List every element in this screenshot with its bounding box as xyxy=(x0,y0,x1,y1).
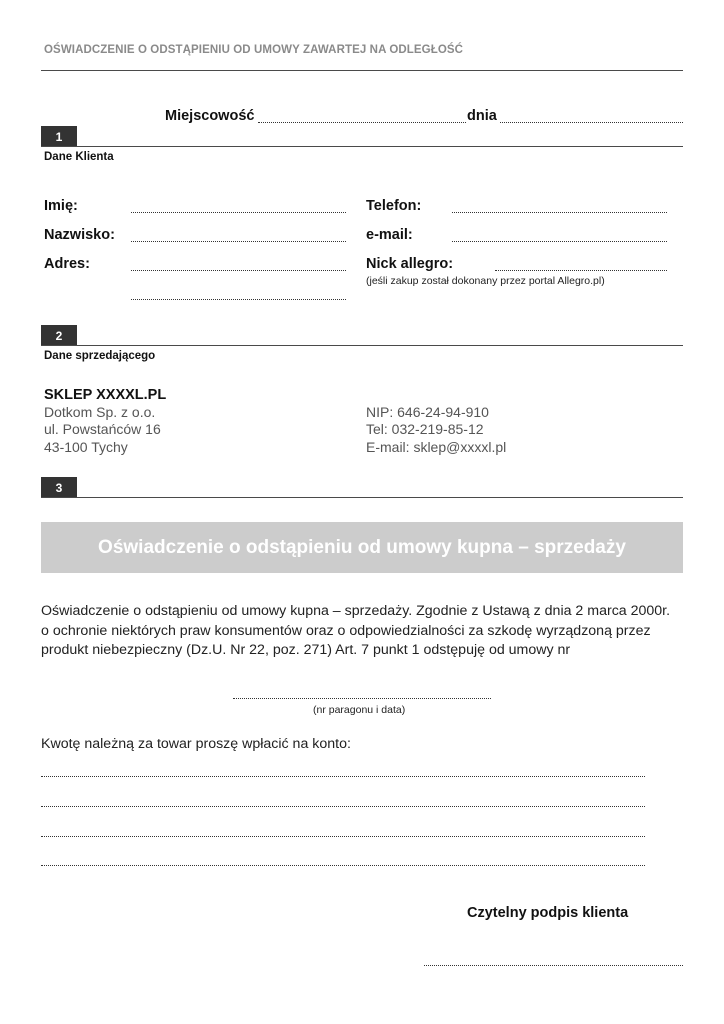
seller-city: 43-100 Tychy xyxy=(44,439,128,455)
address-field-line1[interactable] xyxy=(131,270,346,271)
document-header-title: OŚWIADCZENIE O ODSTĄPIENIU OD UMOWY ZAWARTEJ NA ODLEGŁOŚĆ xyxy=(44,44,464,56)
statement-body-line-1: Oświadczenie o odstąpieniu od umowy kupna – sprzedaży. Zgodnie z Ustawą z dnia 2 marca 2000r. xyxy=(41,603,671,619)
email-label: e-mail: xyxy=(366,227,413,243)
header-divider xyxy=(41,70,683,71)
account-field-line3[interactable] xyxy=(41,836,645,837)
date-label: dnia xyxy=(467,108,497,124)
seller-tel: Tel: 032-219-85-12 xyxy=(366,421,484,437)
section-2-number: 2 xyxy=(41,325,77,346)
section-2-title: Dane sprzedającego xyxy=(44,350,156,362)
nick-allegro-field[interactable] xyxy=(495,270,667,271)
section-1-title: Dane Klienta xyxy=(44,151,114,163)
section-1-number: 1 xyxy=(41,126,77,147)
section-3-divider xyxy=(41,497,683,498)
first-name-field[interactable] xyxy=(131,212,346,213)
statement-banner: Oświadczenie o odstąpieniu od umowy kupna – sprzedaży xyxy=(41,522,683,573)
place-field[interactable] xyxy=(258,122,466,123)
account-field-line1[interactable] xyxy=(41,776,645,777)
section-2-divider xyxy=(41,345,683,346)
statement-body-line-2: o ochronie niektórych praw konsumentów oraz o odpowiedzialności za szkodę wyrządzoną przez xyxy=(41,622,651,639)
nick-allegro-label: Nick allegro: xyxy=(366,256,454,272)
seller-email: E-mail: sklep@xxxxl.pl xyxy=(366,439,507,455)
account-field-line4[interactable] xyxy=(41,865,645,866)
date-field[interactable] xyxy=(500,122,683,123)
receipt-number-field[interactable] xyxy=(233,698,491,699)
first-name-label: Imię: xyxy=(44,198,78,214)
last-name-field[interactable] xyxy=(131,241,346,242)
nick-allegro-note: (jeśli zakup został dokonany przez portal Allegro.pl) xyxy=(366,275,605,287)
address-field-line2[interactable] xyxy=(131,299,346,300)
signature-label: Czytelny podpis klienta xyxy=(467,905,629,921)
section-1-divider xyxy=(41,146,683,147)
seller-street: ul. Powstańców 16 xyxy=(44,421,161,437)
last-name-label: Nazwisko: xyxy=(44,227,115,243)
statement-body xyxy=(41,602,696,661)
address-label: Adres: xyxy=(44,256,90,272)
section-3-number: 3 xyxy=(41,477,77,498)
seller-shop-name: SKLEP XXXXL.PL xyxy=(44,387,167,403)
seller-company: Dotkom Sp. z o.o. xyxy=(44,404,156,420)
phone-field[interactable] xyxy=(452,212,667,213)
receipt-caption: (nr paragonu i data) xyxy=(313,704,406,716)
email-field[interactable] xyxy=(452,241,667,242)
account-label: Kwotę należną za towar proszę wpłacić na konto: xyxy=(41,736,351,752)
seller-nip: NIP: 646-24-94-910 xyxy=(366,404,489,420)
signature-field[interactable] xyxy=(424,965,683,966)
phone-label: Telefon: xyxy=(366,198,422,214)
statement-body-line-3: produkt niebezpieczny (Dz.U. Nr 22, poz. 271) Art. 7 punkt 1 odstępuję od umowy nr xyxy=(41,642,571,658)
account-field-line2[interactable] xyxy=(41,806,645,807)
place-label: Miejscowość xyxy=(165,108,255,124)
